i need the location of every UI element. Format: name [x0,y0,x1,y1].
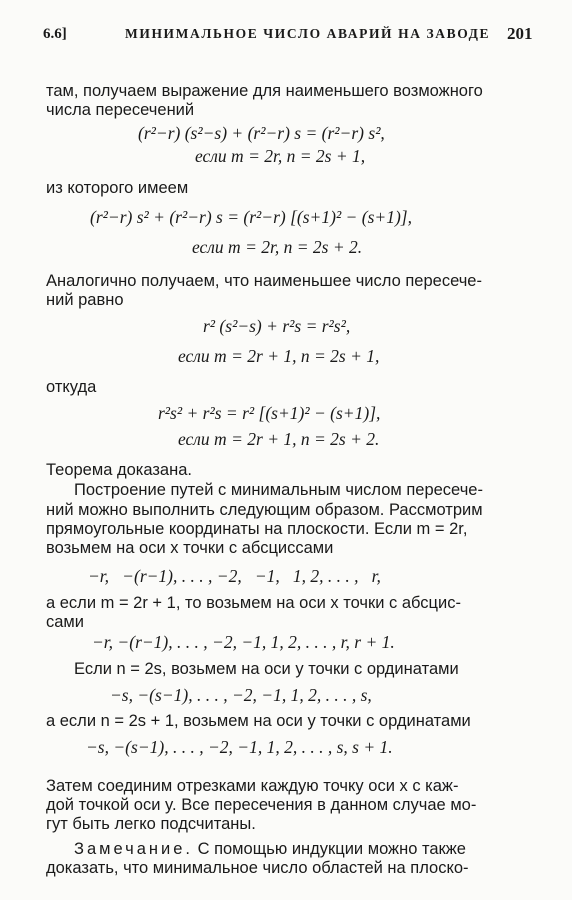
text-line: а если n = 2s + 1, возьмем на оси y точки с ординатами [46,712,471,730]
formula: r²s² + r²s = r² [(s+1)² − (s+1)], [158,403,381,423]
text-line: Аналогично получаем, что наименьшее число пересече- [46,272,482,290]
running-title: МИНИМАЛЬНОЕ ЧИСЛО АВАРИЙ НА ЗАВОДЕ [125,26,491,41]
text-line: Затем соединим отрезками каждую точку оси x с каж- [46,777,459,795]
formula: −s, −(s−1), . . . , −2, −1, 1, 2, . . . , s, s + 1. [86,737,393,757]
text-line: Если n = 2s, возьмем на оси y точки с ординатами [74,660,459,678]
formula: (r²−r) s² + (r²−r) s = (r²−r) [(s+1)² − (s+1)], [90,207,412,227]
formula-condition: если m = 2r + 1, n = 2s + 1, [178,346,380,366]
text-line: Построение путей с минимальным числом пересече- [74,481,483,499]
formula-condition: если m = 2r + 1, n = 2s + 2. [178,429,380,449]
text-line: из которого имеем [46,179,189,197]
text-line: Теорема доказана. [46,461,192,479]
text-line: возьмем на оси x точки с абсциссами [46,539,334,557]
text-line: сами [46,613,84,631]
remark-text: С помощью индукции можно также [192,840,466,858]
text-line: прямоугольные координаты на плоскости. Если m = 2r, [46,520,468,538]
text-line: ний равно [46,291,124,309]
text-line: гут быть легко подсчитаны. [46,815,256,833]
formula: −r, −(r−1), . . . , −2, −1, 1, 2, . . . , r, [88,566,381,586]
text-line: ний можно выполнить следующим образом. Рассмотрим [46,501,483,519]
formula: −r, −(r−1), . . . , −2, −1, 1, 2, . . . , r, r + 1. [92,632,395,652]
formula-condition: если m = 2r, n = 2s + 2. [192,237,363,257]
page-number: 201 [507,24,533,43]
text-line: откуда [46,378,97,396]
text-line: числа пересечений [46,101,195,119]
remark-heading: Замечание. [74,840,193,858]
formula: (r²−r) (s²−s) + (r²−r) s = (r²−r) s², [138,123,385,143]
section-number: 6.6] [43,26,67,42]
text-line: дой точкой оси y. Все пересечения в данном случае мо- [46,796,477,814]
text-line: доказать, что минимальное число областей на плоско- [46,859,469,877]
text-line: там, получаем выражение для наименьшего возможного [46,82,483,100]
text-line: а если m = 2r + 1, то возьмем на оси x точки с абсцис- [46,594,461,612]
formula-condition: если m = 2r, n = 2s + 1, [195,146,366,166]
formula: r² (s²−s) + r²s = r²s², [203,316,351,336]
formula: −s, −(s−1), . . . , −2, −1, 1, 2, . . . , s, [110,685,372,705]
